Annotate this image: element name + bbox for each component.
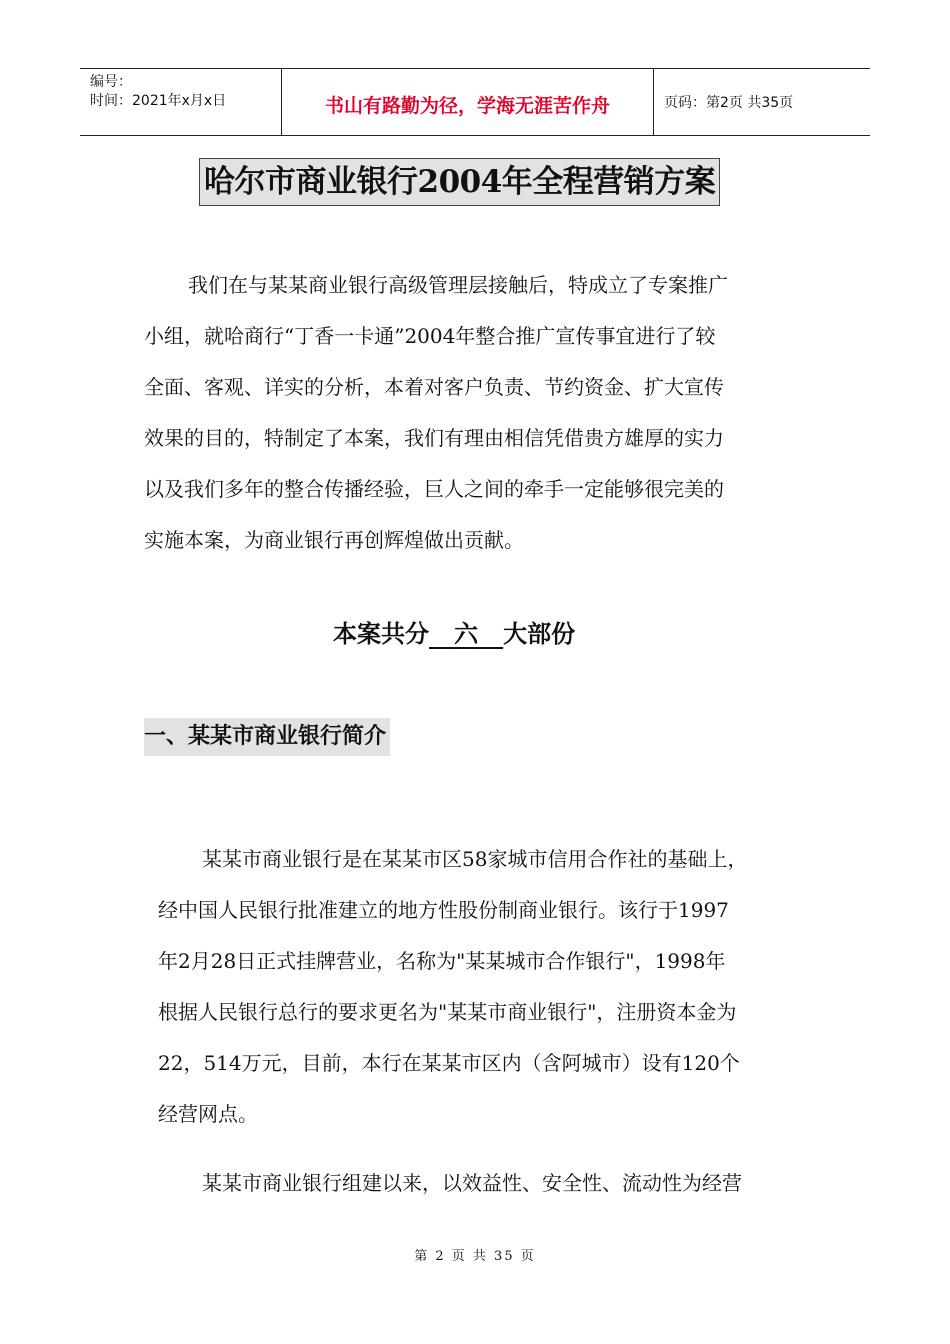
- section-count-number: 六: [454, 620, 479, 648]
- paragraph-line: 经中国人民银行批准建立的地方性股份制商业银行。该行于1997: [158, 898, 729, 922]
- document-date: 时间：2021年x月x日: [90, 93, 227, 109]
- paragraph-line: 我们在与某某商业银行高级管理层接触后，特成立了专案推广: [188, 273, 728, 297]
- header-motto: [282, 69, 654, 135]
- paragraph-line: 小组，就哈商行“丁香一卡通”2004年整合推广宣传事宜进行了较: [144, 324, 716, 348]
- motto-text: 书山有路勤为径，学海无涯苦作舟: [324, 94, 610, 117]
- page-header: [80, 68, 870, 136]
- page-footer: 第 2 页 共 35 页: [414, 1249, 536, 1264]
- paragraph-line: 22，514万元，目前，本行在某某市区内（含阿城市）设有120个: [158, 1051, 740, 1075]
- page-number-text: 页码：第2页 共35页: [664, 95, 794, 111]
- intro-paragraph: [144, 260, 728, 566]
- paragraph-line: 经营网点。: [158, 1102, 258, 1126]
- document-title: 哈尔市商业银行2004年全程营销方案: [199, 158, 720, 206]
- section-count-number-wrap: [429, 620, 503, 648]
- paragraph-line: 以及我们多年的整合传播经验，巨人之间的牵手一定能够很完美的: [144, 477, 724, 501]
- paragraph-line: 根据人民银行总行的要求更名为"某某市商业银行"，注册资本金为: [158, 1000, 737, 1024]
- section-count-suffix: 大部份: [503, 620, 576, 648]
- bank-operations-paragraph: [158, 1158, 742, 1209]
- paragraph-line: 效果的目的，特制定了本案，我们有理由相信凭借贵方雄厚的实力: [144, 426, 724, 450]
- paragraph-line: 某某市商业银行组建以来，以效益性、安全性、流动性为经营: [202, 1171, 742, 1195]
- paragraph-line: 某某市商业银行是在某某市区58家城市信用合作社的基础上，: [202, 847, 748, 871]
- bank-intro-paragraph: [158, 834, 747, 1140]
- header-meta: [80, 69, 282, 135]
- paragraph-line: 年2月28日正式挂牌营业，名称为"某某城市合作银行"，1998年: [158, 949, 726, 973]
- paragraph-line: 全面、客观、详实的分析，本着对客户负责、节约资金、扩大宣传: [144, 375, 724, 399]
- section-heading: 一、某某市商业银行简介: [144, 718, 390, 756]
- section-count-prefix: 本案共分: [333, 620, 429, 648]
- section-count-heading: [333, 614, 575, 654]
- header-page-number: [654, 69, 870, 135]
- paragraph-line: 实施本案，为商业银行再创辉煌做出贡献。: [144, 528, 524, 552]
- document-number-label: 编号：: [90, 74, 132, 90]
